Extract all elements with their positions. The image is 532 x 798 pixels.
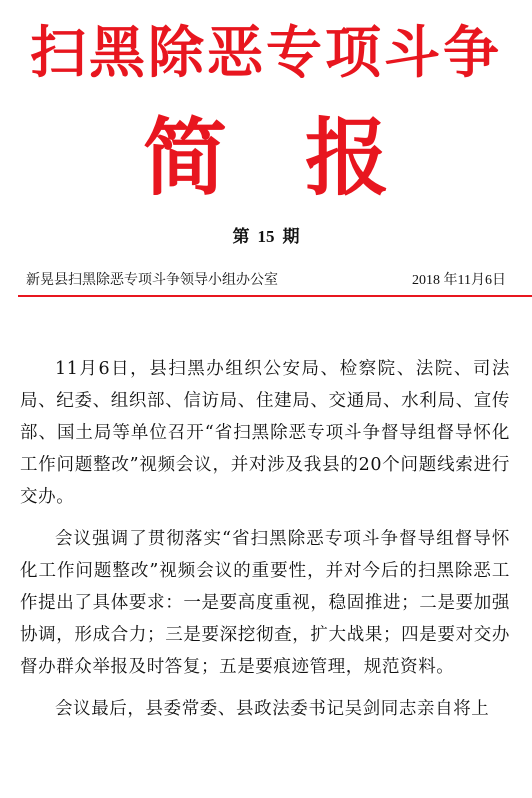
issue-date: 2018 年11月6日: [412, 273, 506, 288]
paragraph: 会议最后，县委常委、县政法委书记吴剑同志亲自将上: [55, 699, 490, 719]
bulletin-title: 简报: [142, 108, 467, 207]
banner-title: 扫黑除恶专项斗争: [30, 21, 502, 86]
paragraph: 会议强调了贯彻落实“省扫黑除恶专项斗争督导组督导怀化工作问题整改”视频会议的重要性，并对今后的扫黑除恶工作提出了具体要求：一是要高度重视，稳固推进；二是要加强协调，形成合力；三是要深挖彻查，扩大战果；四是要对交办督办群众举报及时答复；五是要痕迹管理，规范资料。: [20, 529, 510, 677]
body-text: [20, 353, 510, 735]
issue-prefix: 第: [232, 227, 250, 246]
issue-suffix: 期: [282, 227, 300, 246]
issue-line: [0, 225, 532, 249]
meta-row: [26, 270, 506, 292]
issuing-office: 新晃县扫黑除恶专项斗争领导小组办公室: [26, 273, 278, 288]
paragraph: 11月6日，县扫黑办组织公安局、检察院、法院、司法局、纪委、组织部、信访局、住建局、交通局、水利局、宣传部、国土局等单位召开“省扫黑除恶专项斗争督导组督导怀化工作问题整改”视频会议，并对涉及我县的20个问题线索进行交办。: [20, 359, 510, 507]
issue-number: 15: [257, 227, 275, 246]
red-rule: [18, 295, 532, 297]
